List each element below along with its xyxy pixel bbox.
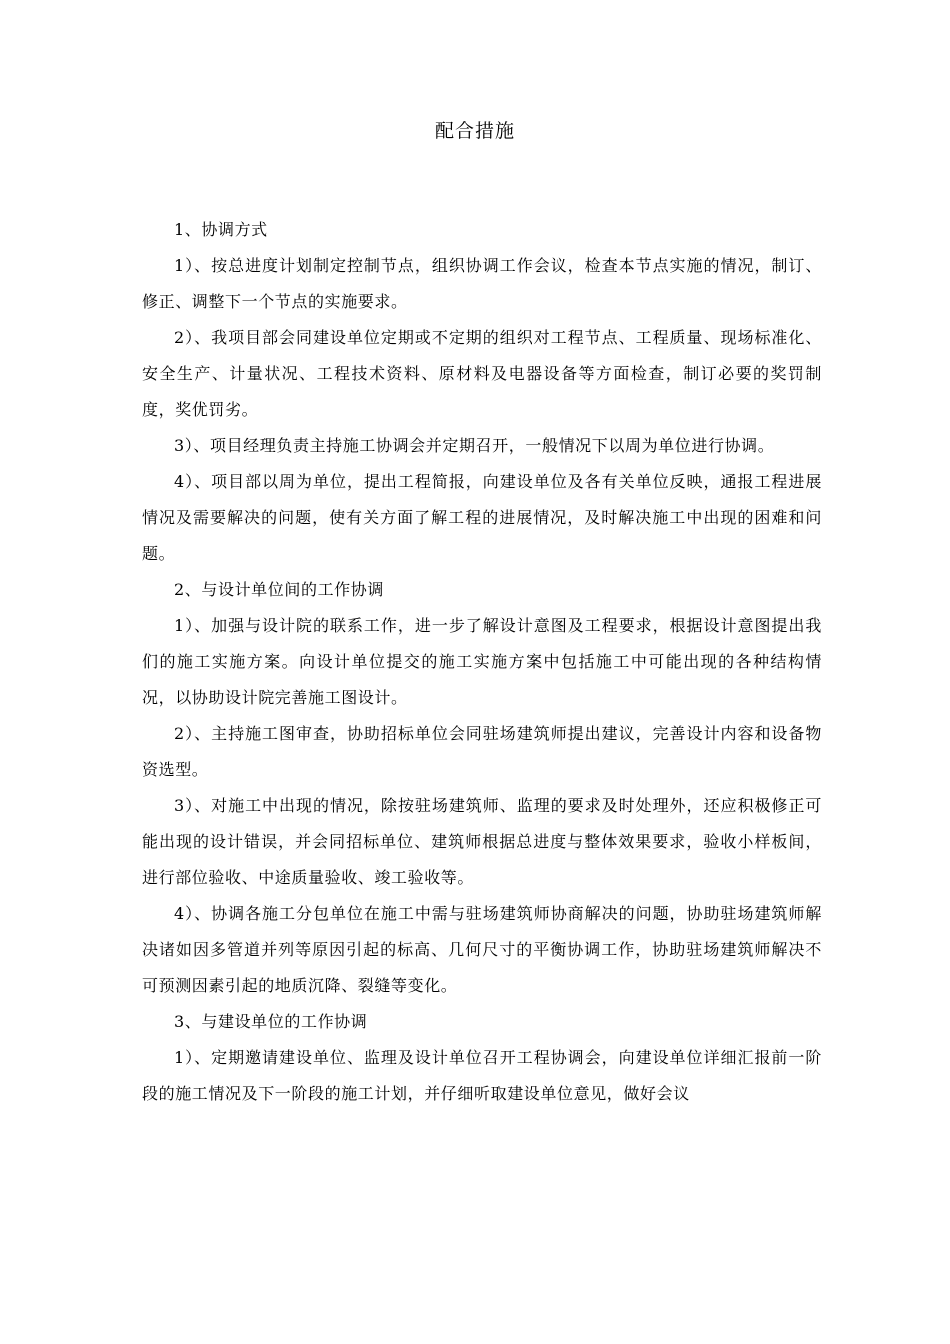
paragraph: 1）、加强与设计院的联系工作，进一步了解设计意图及工程要求，根据设计意图提出我们的施工实施方案。向设计单位提交的施工实施方案中包括施工中可能出现的各种结构情况，以协助设计院完善施工图设计。 bbox=[142, 616, 822, 707]
paragraph: 3）、项目经理负责主持施工协调会并定期召开，一般情况下以周为单位进行协调。 bbox=[174, 436, 775, 455]
paragraph: 4）、协调各施工分包单位在施工中需与驻场建筑师协商解决的问题，协助驻场建筑师解决诸如因多管道并列等原因引起的标高、几何尺寸的平衡协调工作，协助驻场建筑师解决不可预测因素引起的地质沉降、裂缝等变化。 bbox=[142, 904, 822, 995]
paragraph: 4）、项目部以周为单位，提出工程简报，向建设单位及各有关单位反映，通报工程进展情况及需要解决的问题，使有关方面了解工程的进展情况，及时解决施工中出现的困难和问题。 bbox=[142, 472, 822, 563]
section-heading-owner-coordination: 3、与建设单位的工作协调 bbox=[174, 1012, 368, 1031]
paragraph: 2）、我项目部会同建设单位定期或不定期的组织对工程节点、工程质量、现场标准化、安全生产、计量状况、工程技术资料、原材料及电器设备等方面检查，制订必要的奖罚制度，奖优罚劣。 bbox=[142, 328, 822, 419]
section-heading-design-coordination: 2、与设计单位间的工作协调 bbox=[174, 580, 384, 599]
page-title: 配合措施 bbox=[434, 120, 515, 142]
paragraph: 3）、对施工中出现的情况，除按驻场建筑师、监理的要求及时处理外，还应积极修正可能出现的设计错误，并会同招标单位、建筑师根据总进度与整体效果要求，验收小样板间，进行部位验收、中途质量验收、竣工验收等。 bbox=[142, 796, 822, 887]
section-heading-coordination-method: 1、协调方式 bbox=[174, 220, 268, 239]
paragraph: 1）、按总进度计划制定控制节点，组织协调工作会议，检查本节点实施的情况，制订、修正、调整下一个节点的实施要求。 bbox=[142, 256, 822, 311]
paragraph: 1）、定期邀请建设单位、监理及设计单位召开工程协调会，向建设单位详细汇报前一阶段的施工情况及下一阶段的施工计划，并仔细听取建设单位意见，做好会议 bbox=[142, 1048, 822, 1103]
document-body bbox=[142, 212, 822, 1112]
paragraph: 2）、主持施工图审查，协助招标单位会同驻场建筑师提出建议，完善设计内容和设备物资选型。 bbox=[142, 724, 822, 779]
